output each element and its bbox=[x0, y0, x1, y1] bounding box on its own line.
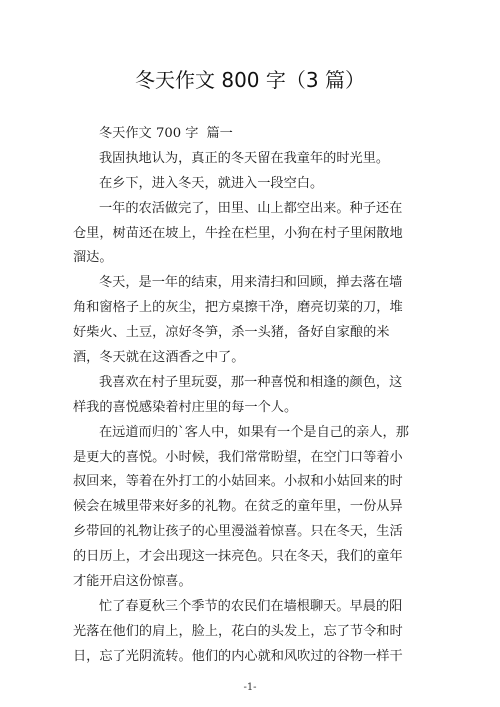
paragraph-line: 一年的农活做完了，田里、山上都空出来。种子还在 bbox=[99, 200, 403, 216]
paragraph bbox=[73, 147, 431, 172]
paragraph-line: 冬天，是一年的结束，用来清扫和回顾，掸去落在墙 bbox=[99, 275, 403, 291]
paragraph bbox=[73, 595, 431, 670]
paragraph-line: 好柴火、土豆，凉好冬笋，杀一头猪，备好自家酿的米 bbox=[73, 325, 390, 341]
section-heading bbox=[73, 122, 431, 147]
paragraph-line: 忙了春夏秋三个季节的农民们在墙根聊天。早晨的阳 bbox=[99, 598, 403, 614]
paragraph-line: 日，忘了光阴流转。他们的内心就和风吹过的谷物一样干 bbox=[73, 648, 403, 664]
section-heading-text: 冬天作文 700 字 bbox=[99, 126, 199, 141]
paragraph-line: 我喜欢在村子里玩耍，那一种喜悦和相逢的颜色，这 bbox=[99, 374, 403, 390]
paragraph-line: 溜达。 bbox=[73, 250, 113, 266]
section-part-label: 篇一 bbox=[206, 126, 233, 141]
paragraph-line: 光落在他们的肩上，脸上，花白的头发上，忘了节令和时 bbox=[73, 623, 403, 639]
paragraph bbox=[73, 271, 431, 371]
paragraph bbox=[73, 421, 431, 595]
document-body bbox=[73, 122, 431, 670]
document-title: 冬天作文 800 字（3 篇） bbox=[135, 68, 365, 92]
paragraph-line: 酒，冬天就在这酒香之中了。 bbox=[73, 350, 245, 366]
paragraph bbox=[73, 172, 431, 197]
paragraph-line: 才能开启这份惊喜。 bbox=[73, 574, 192, 590]
paragraph-line: 角和窗格子上的灰尘，把方桌擦干净，磨亮切菜的刀，堆 bbox=[73, 300, 403, 316]
paragraph bbox=[73, 371, 431, 421]
paragraph-line: 在远道而归的`客人中，如果有一个是自己的亲人，那 bbox=[99, 424, 409, 440]
paragraph-line: 在乡下，进入冬天，就进入一段空白。 bbox=[99, 175, 324, 191]
paragraph-list bbox=[73, 147, 431, 670]
paragraph bbox=[73, 197, 431, 272]
page-number: -1- bbox=[243, 682, 257, 693]
paragraph-line: 乡带回的礼物让孩子的心里漫溢着惊喜。只在冬天，生活 bbox=[73, 524, 403, 540]
paragraph-line: 仓里，树苗还在坡上，牛拴在栏里，小狗在村子里闲散地 bbox=[73, 225, 403, 241]
paragraph-line: 我固执地认为，真正的冬天留在我童年的时光里。 bbox=[99, 150, 390, 166]
paragraph-line: 的日历上，才会出现这一抹亮色。只在冬天，我们的童年 bbox=[73, 549, 403, 565]
paragraph-line: 样我的喜悦感染着村庄里的每一个人。 bbox=[73, 399, 298, 415]
paragraph-line: 候会在城里带来好多的礼物。在贫乏的童年里，一份从异 bbox=[73, 499, 403, 515]
paragraph-line: 叔回来，等着在外打工的小姑回来。小叔和小姑回来的时 bbox=[73, 474, 403, 490]
paragraph-line: 是更大的喜悦。小时候，我们常常盼望，在空门口等着小 bbox=[73, 449, 403, 465]
